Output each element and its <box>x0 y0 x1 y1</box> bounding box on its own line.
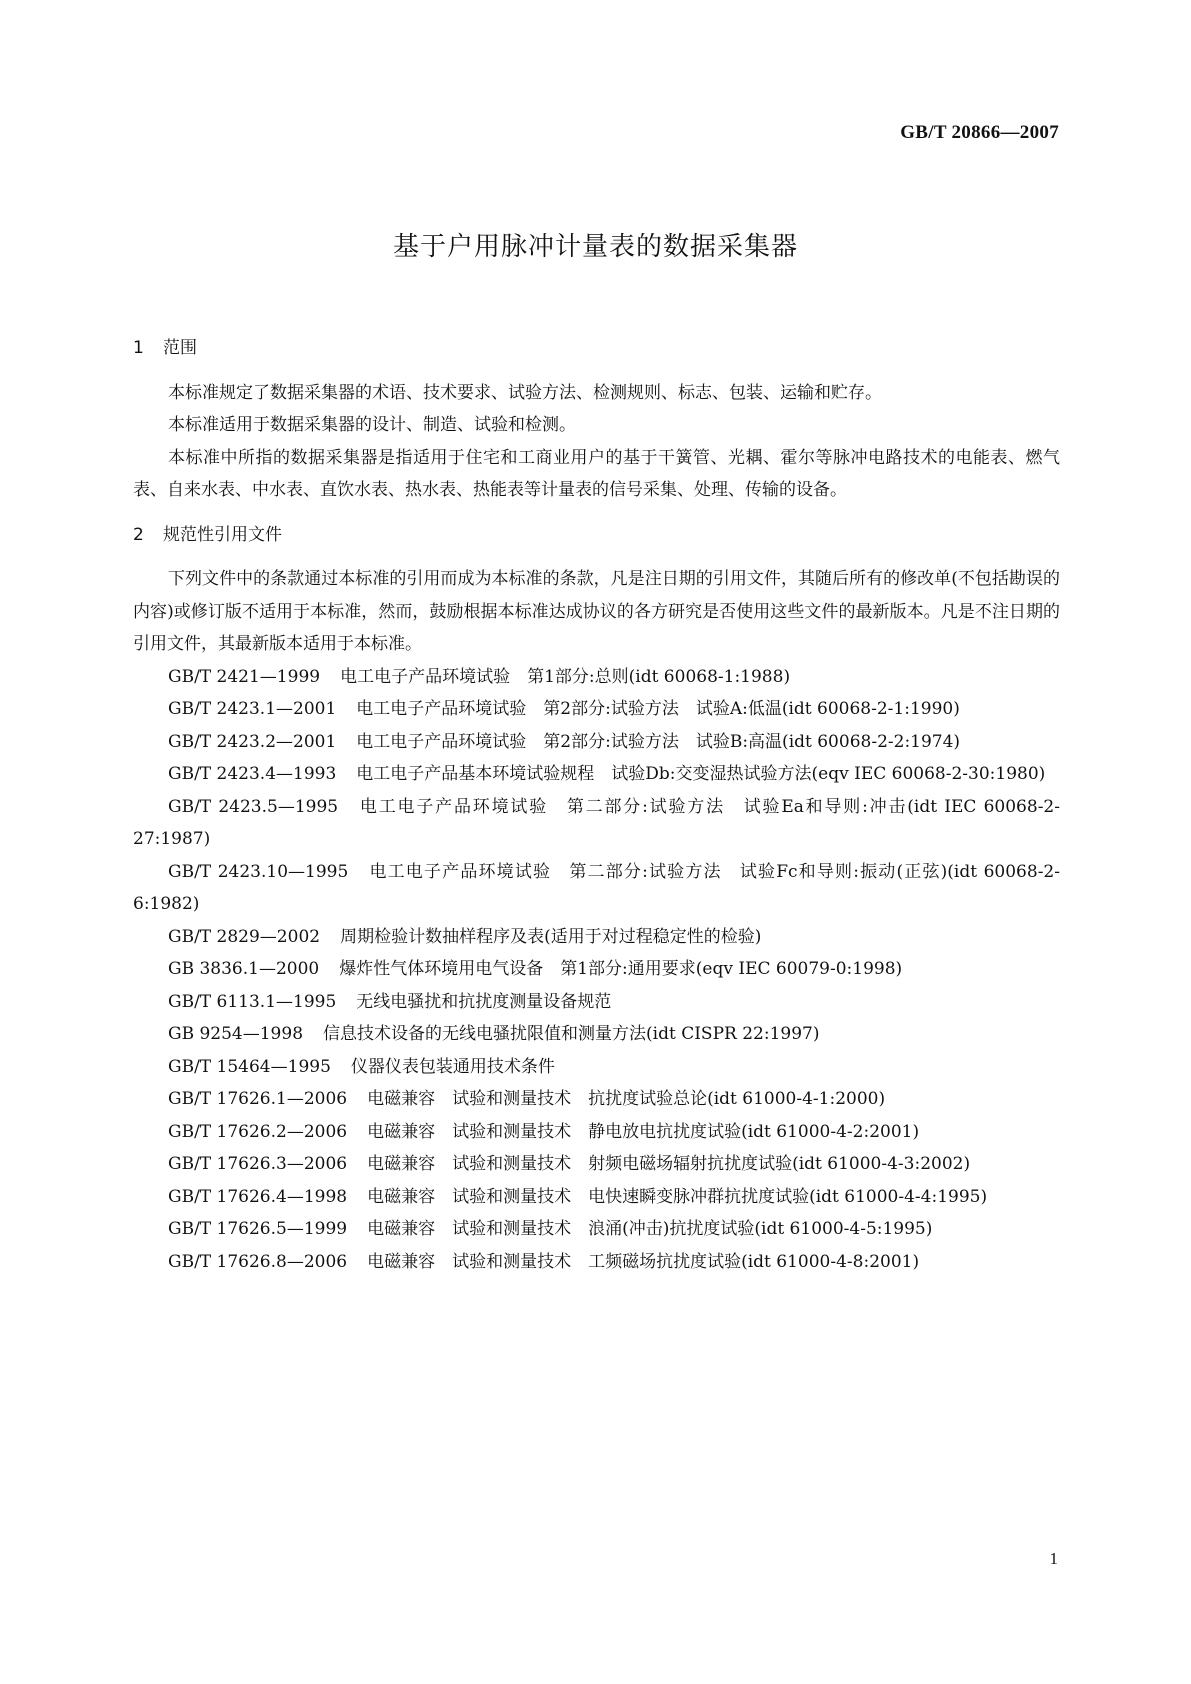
reference-title: 无线电骚扰和抗扰度测量设备规范 <box>356 991 612 1012</box>
reference-code: GB/T 6113.1—1995 <box>168 991 337 1012</box>
reference-title: 电磁兼容 试验和测量技术 浪涌(冲击)抗扰度试验(idt 61000-4-5:1995) <box>367 1219 933 1239</box>
reference-item <box>133 1148 1060 1181</box>
reference-item <box>133 1181 1060 1214</box>
reference-code: GB/T 2421—1999 <box>168 666 321 687</box>
reference-item <box>133 986 1060 1019</box>
section-heading <box>133 519 1060 552</box>
paragraph: 本标准中所指的数据采集器是指适用于住宅和工商业用户的基于干簧管、光耦、霍尔等脉冲电路技术的电能表、燃气表、自来水表、中水表、直饮水表、热水表、热能表等计量表的信号采集、处理、传输的设备。 <box>133 447 1060 500</box>
section-number: 1 <box>133 338 144 358</box>
reference-code: GB 3836.1—2000 <box>168 959 320 979</box>
reference-title: 电磁兼容 试验和测量技术 电快速瞬变脉冲群抗扰度试验(idt 61000-4-4:1995) <box>367 1186 988 1207</box>
reference-code: GB/T 2423.4—1993 <box>168 764 337 784</box>
reference-item <box>133 1116 1060 1149</box>
reference-item <box>133 693 1060 726</box>
paragraph: 本标准规定了数据采集器的术语、技术要求、试验方法、检测规则、标志、包装、运输和贮存。 <box>168 382 882 403</box>
reference-title: 电磁兼容 试验和测量技术 射频电磁场辐射抗扰度试验(idt 61000-4-3:2002) <box>367 1154 971 1174</box>
reference-item <box>133 856 1060 921</box>
reference-title: 爆炸性气体环境用电气设备 第1部分:通用要求(eqv IEC 60079-0:1998) <box>339 959 903 979</box>
document-title: 基于户用脉冲计量表的数据采集器 <box>392 232 798 262</box>
reference-code: GB 9254—1998 <box>168 1024 304 1044</box>
reference-code: GB/T 17626.5—1999 <box>168 1219 348 1239</box>
reference-item <box>133 1246 1060 1279</box>
reference-item <box>133 791 1060 856</box>
reference-code: GB/T 17626.3—2006 <box>168 1154 348 1174</box>
reference-title: 电工电子产品基本环境试验规程 试验Db:交变湿热试验方法(eqv IEC 60068-2-30:1980) <box>356 764 1046 784</box>
reference-code: GB/T 2423.10—1995 <box>168 861 349 882</box>
reference-title: 周期检验计数抽样程序及表(适用于对过程稳定性的检验) <box>340 926 762 947</box>
reference-title: 电磁兼容 试验和测量技术 抗扰度试验总论(idt 61000-4-1:2000) <box>367 1089 886 1109</box>
reference-item <box>133 661 1060 694</box>
reference-code: GB/T 2423.1—2001 <box>168 699 337 719</box>
document-body <box>133 332 1060 1278</box>
reference-item <box>133 726 1060 759</box>
reference-code: GB/T 17626.8—2006 <box>168 1251 348 1272</box>
reference-code: GB/T 17626.1—2006 <box>168 1089 348 1109</box>
page-number: 1 <box>1049 1549 1058 1568</box>
reference-code: GB/T 15464—1995 <box>168 1056 331 1077</box>
reference-item <box>133 1051 1060 1084</box>
reference-item <box>133 953 1060 986</box>
reference-code: GB/T 2829—2002 <box>168 926 321 947</box>
paragraph: 下列文件中的条款通过本标准的引用而成为本标准的条款，凡是注日期的引用文件，其随后所有的修改单(不包括勘误的内容)或修订版不适用于本标准，然而，鼓励根据本标准达成协议的各方研究是否使用这些文件的最新版本。凡是不注日期的引用文件，其最新版本适用于本标准。 <box>133 569 1060 654</box>
reference-item <box>133 921 1060 954</box>
reference-title: 电工电子产品环境试验 第二部分:试验方法 试验Fc和导则:振动(正弦)(idt 60068-2-6:1982) <box>133 861 1060 914</box>
paragraph: 本标准适用于数据采集器的设计、制造、试验和检测。 <box>168 415 576 435</box>
reference-title: 电工电子产品环境试验 第1部分:总则(idt 60068-1:1988) <box>340 666 791 687</box>
reference-code: GB/T 17626.4—1998 <box>168 1186 348 1207</box>
reference-title: 电磁兼容 试验和测量技术 静电放电抗扰度试验(idt 61000-4-2:2001) <box>367 1121 920 1142</box>
reference-title: 仪器仪表包装通用技术条件 <box>350 1056 555 1077</box>
reference-title: 信息技术设备的无线电骚扰限值和测量方法(idt CISPR 22:1997) <box>323 1024 820 1044</box>
reference-title: 电工电子产品环境试验 第2部分:试验方法 试验B:高温(idt 60068-2-2:1974) <box>356 731 961 752</box>
section-number: 2 <box>133 524 144 545</box>
section-title: 规范性引用文件 <box>163 524 282 545</box>
reference-item <box>133 1083 1060 1116</box>
reference-item <box>133 1018 1060 1051</box>
reference-code: GB/T 2423.5—1995 <box>168 796 339 817</box>
reference-title: 电工电子产品环境试验 第2部分:试验方法 试验A:低温(idt 60068-2-1:1990) <box>356 699 960 719</box>
reference-title: 电工电子产品环境试验 第二部分:试验方法 试验Ea和导则:冲击(idt IEC 60068-2-27:1987) <box>133 796 1060 849</box>
section-heading <box>133 332 1060 365</box>
reference-list <box>133 661 1060 1279</box>
reference-code: GB/T 17626.2—2006 <box>168 1121 348 1142</box>
reference-title: 电磁兼容 试验和测量技术 工频磁场抗扰度试验(idt 61000-4-8:2001) <box>367 1251 920 1272</box>
reference-code: GB/T 2423.2—2001 <box>168 731 337 752</box>
document-code: GB/T 20866—2007 <box>900 122 1059 143</box>
reference-item <box>133 1213 1060 1246</box>
section-title: 范围 <box>163 338 197 358</box>
reference-item <box>133 758 1060 791</box>
